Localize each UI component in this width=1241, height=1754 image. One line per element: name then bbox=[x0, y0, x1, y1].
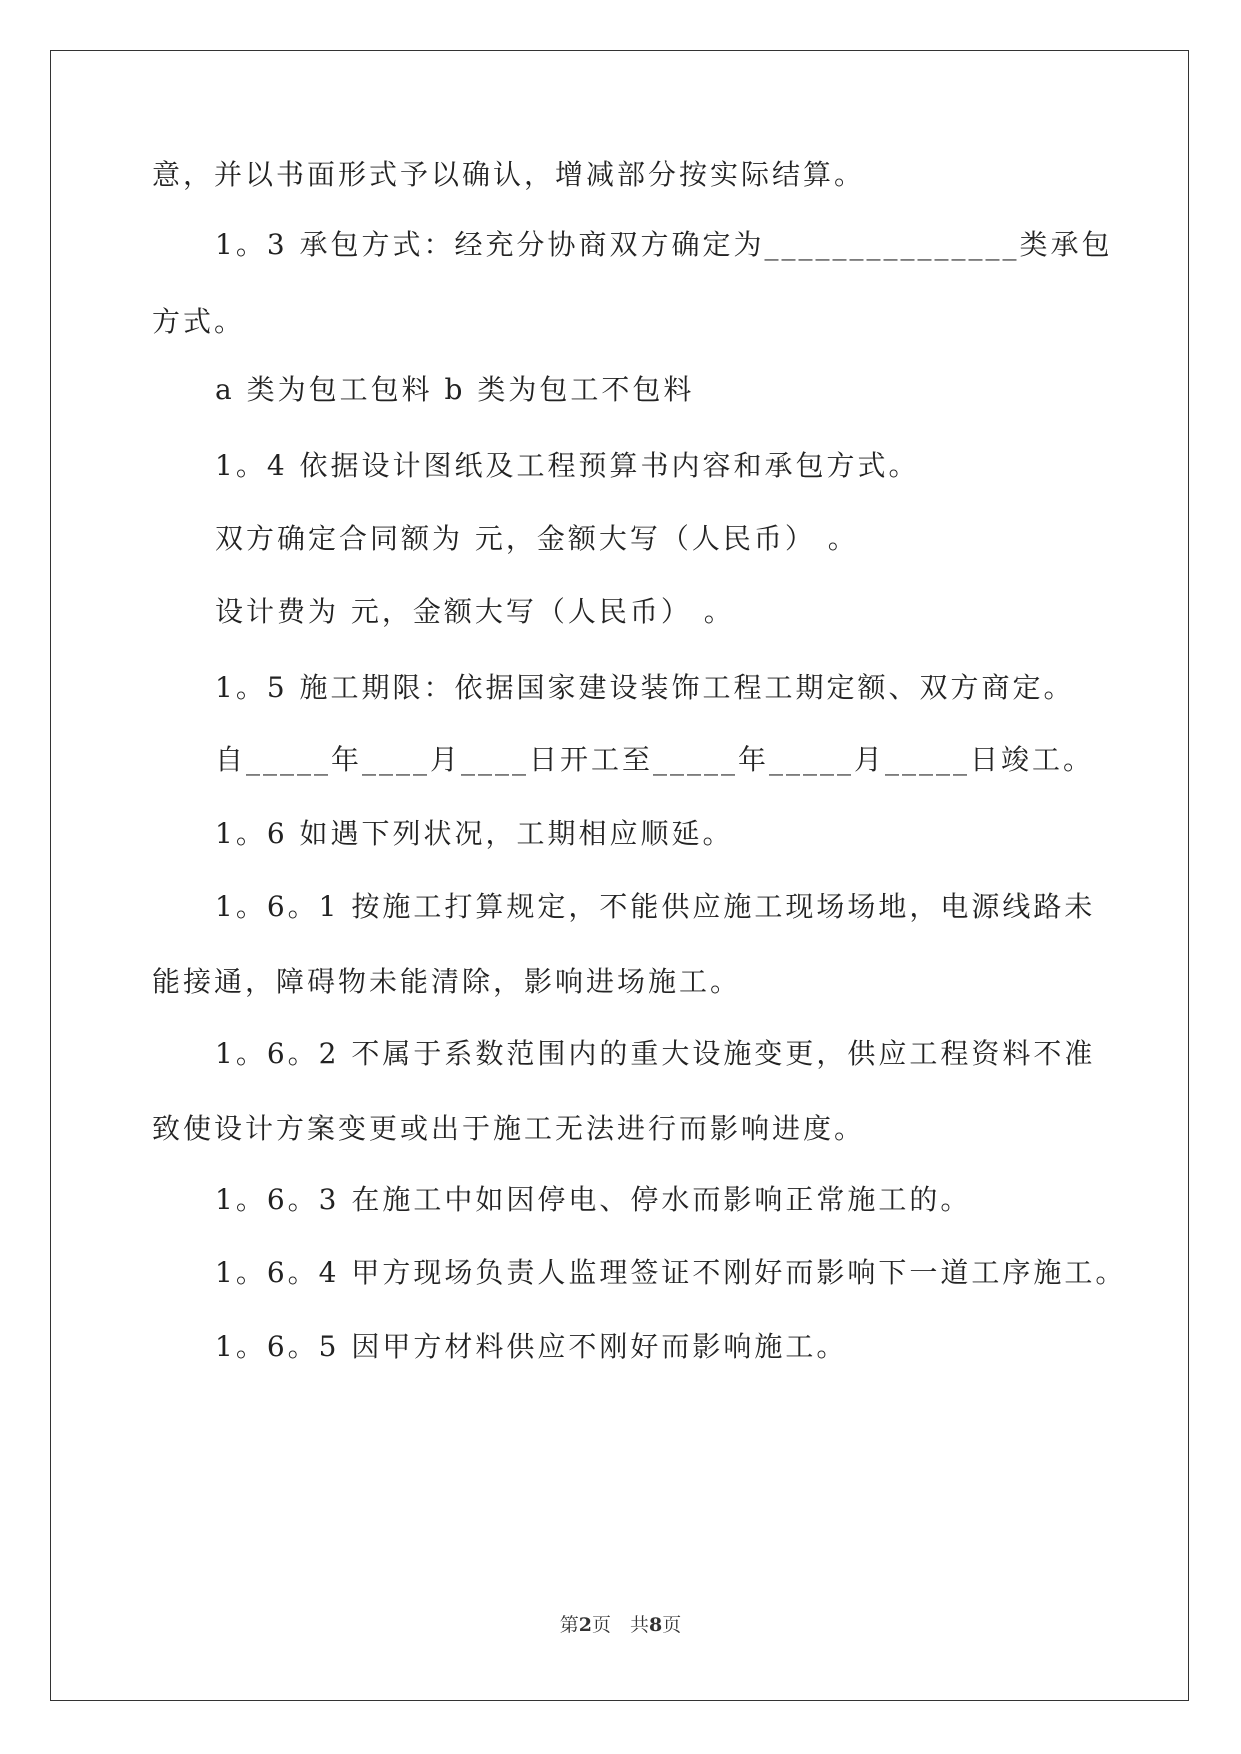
paragraph-line: 1。6。4 甲方现场负责人监理签证不刚好而影响下一道工序施工。 bbox=[215, 1256, 1127, 1289]
paragraph-line: a 类为包工包料 b 类为包工不包料 bbox=[215, 373, 695, 406]
paragraph-line: 意，并以书面形式予以确认，增减部分按实际结算。 bbox=[152, 158, 866, 191]
page-label-suffix: 页 bbox=[662, 1614, 682, 1636]
page-number: 2 bbox=[578, 1614, 592, 1636]
total-pages: 8 bbox=[649, 1614, 663, 1636]
paragraph-line: 方式。 bbox=[152, 305, 246, 338]
paragraph-line: 1。4 依据设计图纸及工程预算书内容和承包方式。 bbox=[215, 449, 920, 482]
page-label-mid: 页 共 bbox=[591, 1614, 649, 1636]
paragraph-line: 1。6。2 不属于系数范围内的重大设施变更，供应工程资料不准 bbox=[215, 1037, 1096, 1070]
paragraph-line: 设计费为 元，金额大写（人民币） 。 bbox=[215, 595, 735, 628]
paragraph-line: 致使设计方案变更或出于施工无法进行而影响进度。 bbox=[152, 1112, 866, 1145]
paragraph-line: 1。6。3 在施工中如因停电、停水而影响正常施工的。 bbox=[215, 1183, 972, 1216]
paragraph-line: 自_____年____月____日开工至_____年_____月_____日竣工。 bbox=[215, 743, 1095, 776]
paragraph-line: 1。6。1 按施工打算规定，不能供应施工现场场地，电源线路未 bbox=[215, 890, 1096, 923]
page-frame bbox=[50, 50, 1189, 1701]
paragraph-line: 1。3 承包方式：经充分协商双方确定为_______________类承包 bbox=[215, 228, 1113, 261]
page-label-prefix: 第 bbox=[559, 1614, 579, 1636]
page-footer bbox=[0, 1610, 1241, 1637]
paragraph-line: 能接通，障碍物未能清除，影响进场施工。 bbox=[152, 965, 742, 998]
paragraph-line: 双方确定合同额为 元，金额大写（人民币） 。 bbox=[215, 522, 859, 555]
paragraph-line: 1。6 如遇下列状况，工期相应顺延。 bbox=[215, 817, 734, 850]
paragraph-line: 1。6。5 因甲方材料供应不刚好而影响施工。 bbox=[215, 1330, 848, 1363]
paragraph-line: 1。5 施工期限：依据国家建设装饰工程工期定额、双方商定。 bbox=[215, 671, 1075, 704]
